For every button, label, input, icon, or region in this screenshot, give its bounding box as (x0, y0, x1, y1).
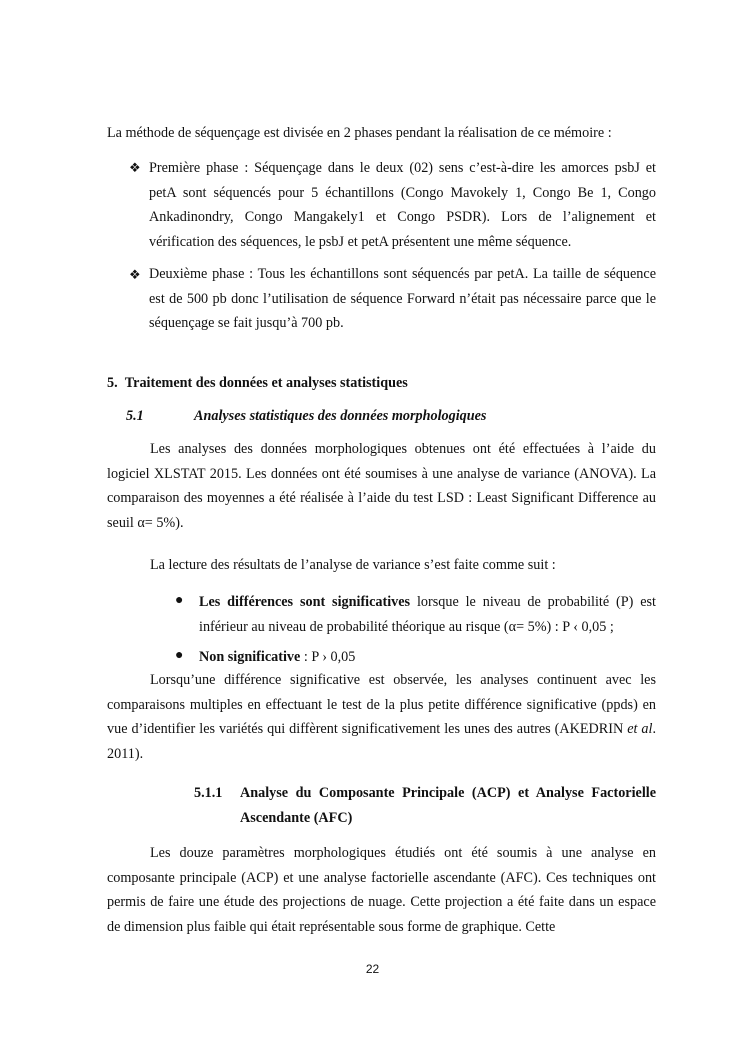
result-non-significant-label: Non significative (199, 649, 301, 665)
bullet-dot-icon: ● (175, 593, 184, 608)
paragraph-acp (107, 841, 656, 939)
section-5-title: Traitement des données et analyses statistiques (124, 375, 408, 391)
phase-1-text: Première phase : Séquençage dans le deux (02) sens c’est-à-dire les amorces psbJ et petA sont séquencés pour 5 échantillons (Congo Mavokely 1, Congo Be 1, Congo Ankadinondry, Congo Mangakely1 et Congo PSDR). Lors de l’alignement et vérification des séquences, le psbJ et petA présentent une même séquence. (149, 160, 656, 250)
result-significant (199, 590, 656, 639)
intro-text: La méthode de séquençage est divisée en 2 phases pendant la réalisation de ce mémoire : (107, 125, 612, 141)
diamond-bullet-icon: ❖ (129, 160, 141, 175)
paragraph-acp-text: Les douze paramètres morphologiques étudiés ont été soumis à une analyse en composante principale (ACP) et une analyse factorielle ascendante (AFC). Ces techniques ont permis de faire une étude des projections de nuage. Cette projection a été faite dans un espace de dimension plus faible qui était représentable sous forme de graphique. Cette (107, 845, 656, 935)
paragraph-comparisons (107, 668, 656, 766)
section-5-heading (107, 373, 408, 393)
bullet-dot-icon: ● (175, 648, 184, 663)
diamond-bullet-icon: ❖ (129, 267, 141, 282)
paragraph-comparisons-text: Lorsqu’une différence significative est observée, les analyses continuent avec les comparaisons multiples en effectuant le test de la plus petite différence significative (ppds) en vue d’identifier les variétés qui diffèrent significativement les unes des autres (AKEDRIN (107, 672, 656, 737)
section-5-1-number: 5.1 (126, 408, 144, 424)
result-non-significant (199, 645, 656, 670)
section-5-number: 5. (107, 375, 118, 391)
result-significant-text: lorsque le niveau de probabilité (P) est inférieur au niveau de probabilité théorique au risque (α= 5%) : P ‹ 0,05 ; (199, 594, 656, 635)
citation-etal: et al (627, 721, 653, 737)
paragraph-lecture: La lecture des résultats de l’analyse de variance s’est faite comme suit : (150, 557, 556, 573)
phase-2-text: Deuxième phase : Tous les échantillons sont séquencés par petA. La taille de séquence est de 500 pb donc l’utilisation de séquence Forward n’était pas nécessaire parce que le séquençage se fait jusqu’à 700 pb. (149, 266, 656, 331)
result-non-significant-text: : P › 0,05 (300, 649, 356, 665)
paragraph-anova-text: Les analyses des données morphologiques obtenues ont été effectuées à l’aide du logiciel XLSTAT 2015. Les données ont été soumises à une analyse de variance (ANOVA). La comparaison des moyennes a été réalisée à l’aide du test LSD : Least Significant Difference au seuil α= 5%). (107, 441, 656, 531)
section-5-1-title: Analyses statistiques des données morphologiques (194, 408, 487, 424)
result-significant-label: Les différences sont significatives (199, 594, 411, 610)
section-5-1-1-number: 5.1.1 (194, 785, 223, 801)
citation-year: . 2011). (107, 721, 656, 762)
paragraph-anova (107, 437, 656, 535)
page-number: 22 (365, 962, 380, 976)
section-5-1-1-title: Analyse du Composante Principale (ACP) et Analyse Factorielle Ascendante (AFC) (240, 785, 656, 826)
